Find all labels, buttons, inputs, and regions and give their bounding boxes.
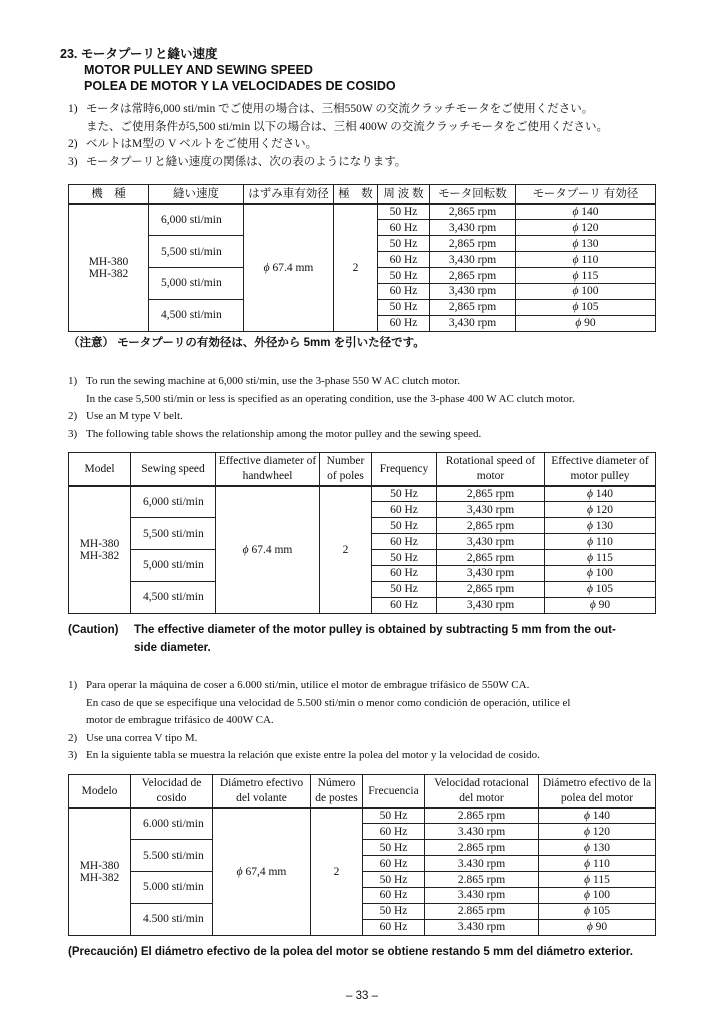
column-header: Velocidad rotacional del motor (425, 775, 539, 809)
ja-caution: （注意） モータプーリの有効径は、外径から 5mm を引いた径です。 (68, 337, 425, 349)
motor-rpm-cell: 2,865 rpm (437, 550, 545, 566)
instruction-line (68, 730, 660, 748)
poles-cell: 2 (311, 808, 363, 935)
ja-spec-table (68, 184, 656, 332)
pulley-diameter-cell (539, 903, 656, 919)
column-header: 機 種 (69, 185, 149, 205)
instruction-line (68, 391, 660, 409)
poles-cell: 2 (334, 204, 378, 331)
sewing-speed-cell: 6.000 sti/min (131, 808, 213, 840)
motor-rpm-cell: 3,430 rpm (430, 283, 516, 299)
poles-cell: 2 (320, 486, 372, 613)
en-caution (68, 621, 616, 657)
pulley-diameter: 100 (592, 889, 611, 902)
frequency-cell: 60 Hz (372, 597, 437, 613)
pulley-diameter-cell (539, 887, 656, 903)
phi-symbol: ϕ (572, 253, 579, 266)
frequency-cell: 60 Hz (363, 856, 425, 872)
phi-symbol: ϕ (583, 841, 590, 854)
item-number: 1) (68, 103, 78, 115)
en-caution-label: (Caution) (68, 624, 119, 636)
instruction-text: The following table shows the relationship among the motor pulley and the sewing speed. (86, 427, 482, 440)
column-header: Number of poles (320, 453, 372, 487)
en-instructions (68, 373, 660, 443)
phi-symbol: ϕ (575, 317, 582, 330)
table-row (69, 204, 656, 220)
phi-symbol: ϕ (236, 865, 243, 878)
section-title-en: MOTOR PULLEY AND SEWING SPEED (84, 63, 313, 77)
motor-rpm-cell: 2,865 rpm (430, 204, 516, 220)
frequency-cell: 60 Hz (372, 502, 437, 518)
pulley-diameter-cell (516, 283, 656, 299)
pulley-diameter: 115 (593, 873, 610, 886)
column-header: Frecuencia (363, 775, 425, 809)
column-header: 周 波 数 (378, 185, 430, 205)
handwheel-diameter: 67.4 mm (251, 543, 293, 556)
pulley-diameter: 140 (581, 206, 599, 219)
instruction-text: In the case 5,500 sti/min or less is specified as an operating condition, use the 3-phase 400 W AC clutch motor. (86, 392, 575, 405)
pulley-diameter: 110 (593, 857, 610, 870)
pulley-diameter: 90 (595, 921, 608, 934)
frequency-cell: 50 Hz (372, 518, 437, 534)
column-header: 縫い速度 (149, 185, 244, 205)
en-caution-text-2: side diameter. (134, 642, 211, 654)
phi-symbol: ϕ (572, 269, 579, 282)
section-title (60, 46, 396, 94)
item-number: 2) (68, 731, 78, 744)
column-header: Velocidad de cosido (131, 775, 213, 809)
motor-rpm-cell: 2,865 rpm (430, 299, 516, 315)
model-name: MH-382 (79, 549, 120, 562)
frequency-cell: 60 Hz (363, 824, 425, 840)
sewing-speed-cell: 6,000 sti/min (149, 204, 244, 236)
instruction-text: Para operar la máquina de coser a 6.000 sti/min, utilice el motor de embrague trifásico de 550W CA. (86, 679, 530, 691)
motor-rpm-cell: 2.865 rpm (425, 808, 539, 824)
pulley-diameter-cell (516, 252, 656, 268)
phi-symbol: ϕ (572, 237, 579, 250)
motor-rpm-cell: 3,430 rpm (437, 565, 545, 581)
sewing-speed-cell: 4.500 sti/min (131, 903, 213, 935)
column-header: Effective diameter of motor pulley (545, 453, 656, 487)
sewing-speed-cell: 5,500 sti/min (131, 518, 216, 550)
pulley-diameter: 140 (592, 810, 611, 823)
table-row (69, 486, 656, 502)
column-header: Diámetro efectivo de la polea del motor (539, 775, 656, 809)
instruction-line (68, 747, 660, 765)
motor-rpm-cell: 3,430 rpm (430, 252, 516, 268)
motor-rpm-cell: 2,865 rpm (430, 268, 516, 284)
instruction-line (68, 408, 660, 426)
item-number: 2) (68, 410, 78, 422)
ja-instructions (68, 101, 660, 171)
frequency-cell: 50 Hz (378, 236, 430, 252)
instruction-line (68, 154, 660, 172)
es-caution: (Precaución) El diámetro efectivo de la polea del motor se obtiene restando 5 mm del diámetro exterior. (68, 946, 633, 958)
frequency-cell: 60 Hz (378, 220, 430, 236)
item-number: 2) (68, 138, 78, 150)
handwheel-diameter: 67.4 mm (272, 261, 314, 274)
sewing-speed-cell: 6,000 sti/min (131, 486, 216, 518)
model-cell (69, 808, 131, 935)
instruction-line (68, 695, 660, 713)
handwheel-diameter-cell (216, 486, 320, 613)
sewing-speed-cell: 5,000 sti/min (149, 268, 244, 300)
frequency-cell: 50 Hz (378, 299, 430, 315)
frequency-cell: 50 Hz (363, 903, 425, 919)
table-row (69, 872, 656, 888)
instruction-text: ベルトはM型の V ベルトをご使用ください。 (86, 138, 318, 150)
instruction-line (68, 426, 660, 444)
item-number: 3) (68, 155, 78, 168)
instruction-text: また、ご使用条件が5,500 sti/min 以下の場合は、三相 400W の交流クラッチモータをご使用ください。 (86, 120, 609, 133)
model-name: MH-380 (88, 255, 129, 268)
motor-rpm-cell: 3,430 rpm (437, 597, 545, 613)
pulley-diameter: 115 (596, 551, 613, 564)
phi-symbol: ϕ (586, 567, 593, 580)
instruction-line (68, 119, 660, 137)
pulley-diameter-cell (516, 220, 656, 236)
phi-symbol: ϕ (572, 206, 579, 219)
frequency-cell: 60 Hz (372, 534, 437, 550)
column-header: モータ回転数 (430, 185, 516, 205)
motor-rpm-cell: 3.430 rpm (425, 887, 539, 903)
phi-symbol: ϕ (584, 857, 591, 870)
motor-rpm-cell: 3,430 rpm (430, 220, 516, 236)
motor-rpm-cell: 2,865 rpm (437, 518, 545, 534)
section-title-es: POLEA DE MOTOR Y LA VELOCIDADES DE COSIDO (84, 79, 396, 93)
sewing-speed-cell: 5,000 sti/min (131, 550, 216, 582)
pulley-diameter: 105 (581, 301, 599, 314)
pulley-diameter-cell (545, 518, 656, 534)
frequency-cell: 50 Hz (372, 486, 437, 502)
instruction-line (68, 712, 660, 730)
frequency-cell: 60 Hz (372, 565, 437, 581)
pulley-diameter-cell (545, 597, 656, 613)
frequency-cell: 50 Hz (363, 840, 425, 856)
column-header: Sewing speed (131, 453, 216, 487)
instruction-text: En caso de que se especifique una velocidad de 5.500 sti/min o menor como condición de operación, utilice el (86, 696, 571, 709)
instruction-text: En la siguiente tabla se muestra la relación que existe entre la polea del motor y la velocidad de cosido. (86, 749, 540, 761)
sewing-speed-cell: 5.000 sti/min (131, 872, 213, 904)
motor-rpm-cell: 2.865 rpm (425, 903, 539, 919)
item-number: 3) (68, 749, 78, 761)
phi-symbol: ϕ (263, 261, 270, 274)
phi-symbol: ϕ (583, 825, 590, 838)
column-header: Modelo (69, 775, 131, 809)
phi-symbol: ϕ (589, 599, 596, 612)
pulley-diameter: 140 (595, 488, 614, 501)
column-header: Diámetro efectivo del volante (213, 775, 311, 809)
pulley-diameter-cell (516, 299, 656, 315)
table-header-row (69, 775, 656, 809)
instruction-line (68, 136, 660, 154)
pulley-diameter-cell (516, 236, 656, 252)
phi-symbol: ϕ (572, 285, 579, 298)
motor-rpm-cell: 3.430 rpm (425, 856, 539, 872)
pulley-diameter-cell (545, 486, 656, 502)
frequency-cell: 50 Hz (378, 204, 430, 220)
phi-symbol: ϕ (584, 873, 591, 886)
pulley-diameter: 105 (592, 905, 611, 918)
instruction-line (68, 373, 660, 391)
pulley-diameter-cell (516, 315, 656, 331)
sewing-speed-cell: 5.500 sti/min (131, 840, 213, 872)
table-row (69, 840, 656, 856)
column-header: Model (69, 453, 131, 487)
handwheel-diameter-cell (213, 808, 311, 935)
sewing-speed-cell: 5,500 sti/min (149, 236, 244, 268)
motor-rpm-cell: 3,430 rpm (437, 534, 545, 550)
phi-symbol: ϕ (572, 301, 579, 314)
item-number: 1) (68, 375, 78, 387)
motor-rpm-cell: 3,430 rpm (437, 502, 545, 518)
motor-rpm-cell: 2,865 rpm (437, 486, 545, 502)
model-name: MH-380 (79, 859, 120, 872)
es-instructions (68, 677, 660, 765)
model-name: MH-380 (79, 537, 120, 550)
pulley-diameter: 130 (595, 519, 614, 532)
motor-rpm-cell: 2,865 rpm (437, 581, 545, 597)
pulley-diameter-cell (545, 565, 656, 581)
pulley-diameter: 115 (581, 269, 599, 282)
model-cell (69, 204, 149, 331)
table-row (69, 903, 656, 919)
pulley-diameter: 110 (596, 535, 613, 548)
pulley-diameter-cell (539, 872, 656, 888)
frequency-cell: 60 Hz (378, 315, 430, 331)
column-header: 極 数 (334, 185, 378, 205)
page-number: – 33 – (346, 990, 378, 1002)
phi-symbol: ϕ (583, 810, 590, 823)
motor-rpm-cell: 3,430 rpm (430, 315, 516, 331)
column-header: Número de postes (311, 775, 363, 809)
item-number: 1) (68, 679, 78, 691)
phi-symbol: ϕ (586, 921, 593, 934)
instruction-text: モータプーリと縫い速度の関係は、次の表のようになります。 (86, 155, 407, 168)
table-row (69, 808, 656, 824)
pulley-diameter-cell (516, 204, 656, 220)
motor-rpm-cell: 2.865 rpm (425, 872, 539, 888)
phi-symbol: ϕ (587, 551, 594, 564)
item-number: 3) (68, 427, 78, 440)
instruction-text: motor de embrague trifásico de 400W CA. (86, 714, 274, 726)
pulley-diameter-cell (539, 919, 656, 935)
instruction-text: Use una correa V tipo M. (86, 731, 198, 744)
pulley-diameter: 100 (595, 567, 614, 580)
table-header-row (69, 185, 656, 205)
instruction-text: Use an M type V belt. (86, 410, 183, 422)
instruction-text: モータは常時6,000 sti/min でご使用の場合は、三相550W の交流クラッチモータをご使用ください。 (86, 103, 594, 115)
pulley-diameter: 120 (581, 221, 599, 234)
pulley-diameter-cell (545, 550, 656, 566)
pulley-diameter-cell (545, 534, 656, 550)
pulley-diameter-cell (545, 581, 656, 597)
phi-symbol: ϕ (586, 519, 593, 532)
frequency-cell: 50 Hz (372, 550, 437, 566)
frequency-cell: 60 Hz (378, 252, 430, 268)
sewing-speed-cell: 4,500 sti/min (149, 299, 244, 331)
motor-rpm-cell: 2,865 rpm (430, 236, 516, 252)
instruction-text: To run the sewing machine at 6,000 sti/min, use the 3-phase 550 W AC clutch motor. (86, 375, 460, 387)
instruction-line (68, 101, 660, 119)
pulley-diameter-cell (539, 840, 656, 856)
pulley-diameter: 90 (598, 599, 611, 612)
sewing-speed-cell: 4,500 sti/min (131, 581, 216, 613)
handwheel-diameter-cell (244, 204, 334, 331)
phi-symbol: ϕ (586, 503, 593, 516)
frequency-cell: 50 Hz (372, 581, 437, 597)
column-header: モータプーリ 有効径 (516, 185, 656, 205)
table-header-row (69, 453, 656, 487)
column-header: はずみ車有効径 (244, 185, 334, 205)
pulley-diameter-cell (516, 268, 656, 284)
instruction-line (68, 677, 660, 695)
column-header: Effective diameter of handwheel (216, 453, 320, 487)
pulley-diameter-cell (545, 502, 656, 518)
es-spec-table (68, 774, 656, 936)
pulley-diameter-cell (539, 856, 656, 872)
frequency-cell: 50 Hz (363, 808, 425, 824)
pulley-diameter: 120 (592, 825, 611, 838)
column-header: Rotational speed of motor (437, 453, 545, 487)
frequency-cell: 50 Hz (363, 872, 425, 888)
pulley-diameter-cell (539, 824, 656, 840)
pulley-diameter-cell (539, 808, 656, 824)
phi-symbol: ϕ (586, 488, 593, 501)
en-spec-table (68, 452, 656, 614)
phi-symbol: ϕ (586, 583, 593, 596)
frequency-cell: 60 Hz (378, 283, 430, 299)
model-name: MH-382 (79, 871, 120, 884)
column-header: Frequency (372, 453, 437, 487)
frequency-cell: 50 Hz (378, 268, 430, 284)
pulley-diameter: 110 (581, 253, 599, 266)
pulley-diameter: 90 (584, 317, 596, 330)
phi-symbol: ϕ (587, 535, 594, 548)
motor-rpm-cell: 3.430 rpm (425, 824, 539, 840)
pulley-diameter: 100 (581, 285, 599, 298)
pulley-diameter: 130 (592, 841, 611, 854)
motor-rpm-cell: 2.865 rpm (425, 840, 539, 856)
phi-symbol: ϕ (572, 221, 579, 234)
pulley-diameter: 120 (595, 503, 614, 516)
frequency-cell: 60 Hz (363, 919, 425, 935)
en-caution-text: The effective diameter of the motor pulley is obtained by subtracting 5 mm from the out- (134, 624, 616, 636)
phi-symbol: ϕ (583, 889, 590, 902)
motor-rpm-cell: 3.430 rpm (425, 919, 539, 935)
pulley-diameter: 105 (595, 583, 614, 596)
frequency-cell: 60 Hz (363, 887, 425, 903)
pulley-diameter: 130 (581, 237, 599, 250)
section-title-ja: 23. モータプーリと縫い速度 (60, 47, 218, 61)
model-name: MH-382 (88, 267, 129, 280)
phi-symbol: ϕ (583, 905, 590, 918)
handwheel-diameter: 67,4 mm (245, 865, 287, 878)
model-cell (69, 486, 131, 613)
phi-symbol: ϕ (242, 543, 249, 556)
